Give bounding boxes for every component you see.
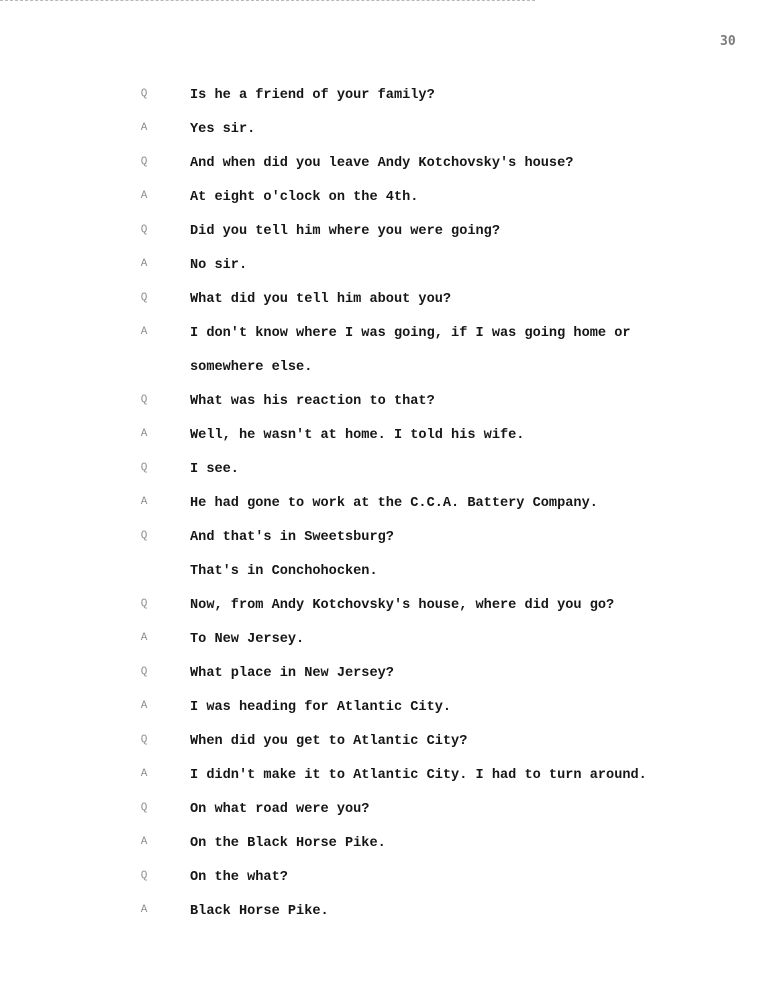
speaker-label: Q [140, 394, 148, 406]
line-text: I don't know where I was going, if I was going home or [190, 326, 631, 341]
line-text: On the what? [190, 870, 288, 885]
line-text: On what road were you? [190, 802, 370, 817]
line-text: Well, he wasn't at home. I told his wife. [190, 428, 525, 443]
speaker-label: A [140, 632, 148, 644]
line-text: Yes sir. [190, 122, 256, 137]
speaker-label: A [140, 768, 148, 780]
line-text: Did you tell him where you were going? [190, 224, 500, 239]
speaker-label: Q [140, 870, 148, 882]
transcript-line [0, 632, 763, 652]
speaker-label: Q [140, 530, 148, 542]
line-text: No sir. [190, 258, 248, 273]
transcript-line [0, 462, 763, 482]
top-dashed-rule [0, 0, 535, 1]
speaker-label: A [140, 496, 148, 508]
line-text: Now, from Andy Kotchovsky's house, where did you go? [190, 598, 615, 613]
transcript-line [0, 904, 763, 924]
line-text: I was heading for Atlantic City. [190, 700, 452, 715]
transcript-line [0, 564, 763, 584]
line-text: And that's in Sweetsburg? [190, 530, 394, 545]
transcript-line [0, 224, 763, 244]
transcript-line [0, 496, 763, 516]
transcript-line [0, 768, 763, 788]
transcript-line [0, 598, 763, 618]
transcript-line [0, 428, 763, 448]
transcript-line [0, 190, 763, 210]
speaker-label: A [140, 904, 148, 916]
transcript-line [0, 88, 763, 108]
speaker-label: Q [140, 802, 148, 814]
line-text: I see. [190, 462, 239, 477]
transcript-line [0, 156, 763, 176]
line-text: That's in Conchohocken. [190, 564, 378, 579]
transcript-line [0, 734, 763, 754]
transcript-line [0, 700, 763, 720]
transcript-line [0, 394, 763, 414]
transcript-line [0, 530, 763, 550]
transcript-line [0, 122, 763, 142]
line-text: To New Jersey. [190, 632, 305, 647]
transcript-line [0, 870, 763, 890]
line-text: I didn't make it to Atlantic City. I had to turn around. [190, 768, 647, 783]
speaker-label: A [140, 836, 148, 848]
line-text: On the Black Horse Pike. [190, 836, 386, 851]
speaker-label: Q [140, 156, 148, 168]
speaker-label: A [140, 428, 148, 440]
speaker-label: Q [140, 462, 148, 474]
line-text: At eight o'clock on the 4th. [190, 190, 419, 205]
speaker-label: Q [140, 292, 148, 304]
line-text: What did you tell him about you? [190, 292, 452, 307]
line-text: He had gone to work at the C.C.A. Battery Company. [190, 496, 598, 511]
transcript-line [0, 258, 763, 278]
speaker-label: A [140, 326, 148, 338]
line-text: When did you get to Atlantic City? [190, 734, 468, 749]
page-number: 30 [720, 34, 736, 49]
speaker-label: Q [140, 666, 148, 678]
transcript-line [0, 802, 763, 822]
speaker-label: A [140, 190, 148, 202]
transcript-line [0, 360, 763, 380]
transcript-line [0, 292, 763, 312]
line-text: What place in New Jersey? [190, 666, 394, 681]
speaker-label: Q [140, 224, 148, 236]
speaker-label: A [140, 700, 148, 712]
speaker-label: A [140, 122, 148, 134]
speaker-label: A [140, 258, 148, 270]
speaker-label: Q [140, 88, 148, 100]
line-text: Black Horse Pike. [190, 904, 329, 919]
line-text: And when did you leave Andy Kotchovsky's house? [190, 156, 574, 171]
line-text: What was his reaction to that? [190, 394, 435, 409]
transcript-line [0, 836, 763, 856]
transcript-line [0, 326, 763, 346]
speaker-label: Q [140, 734, 148, 746]
line-text: Is he a friend of your family? [190, 88, 435, 103]
transcript-line [0, 666, 763, 686]
speaker-label: Q [140, 598, 148, 610]
line-text: somewhere else. [190, 360, 313, 375]
